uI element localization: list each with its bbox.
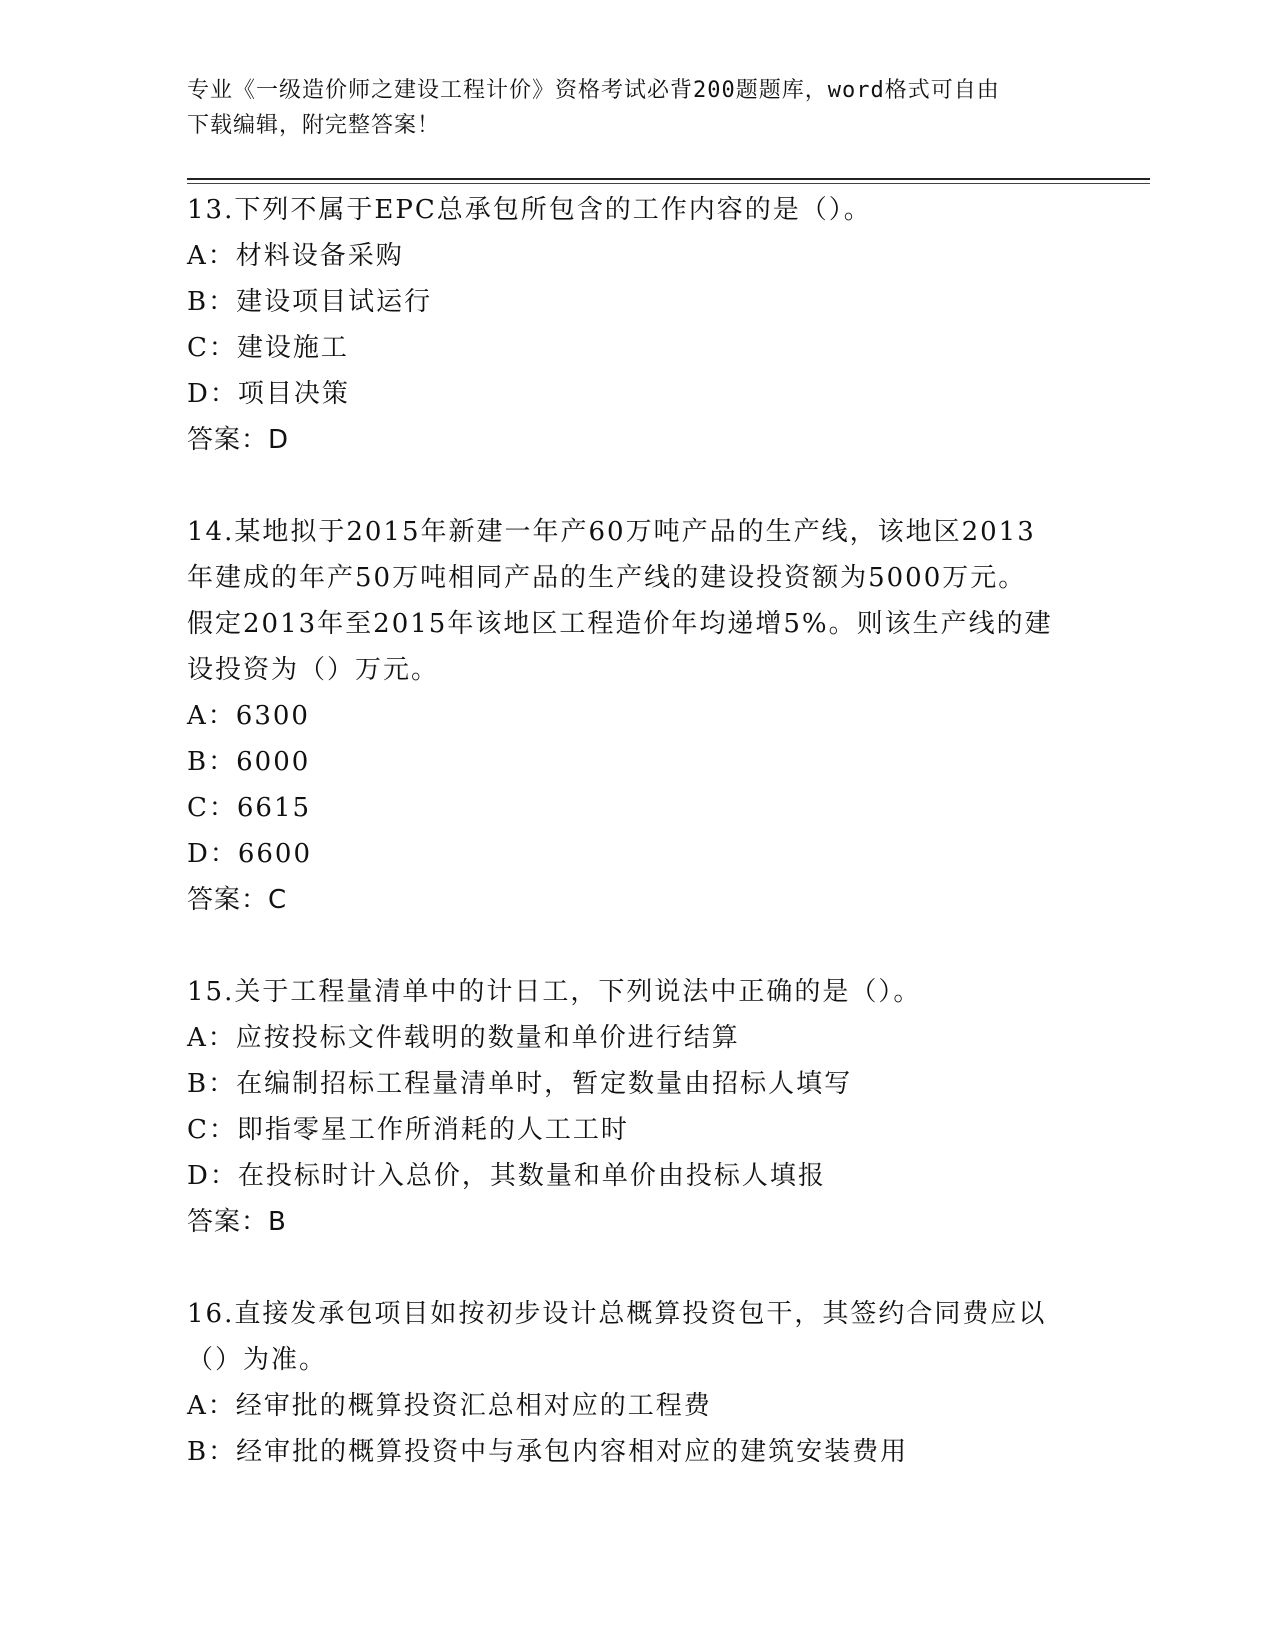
- option-a: A：6300: [187, 701, 310, 731]
- option-c: C：建设施工: [187, 333, 349, 363]
- header-divider-thick: [187, 178, 1150, 180]
- option-d: D：项目决策: [187, 379, 350, 409]
- option-a: A：经审批的概算投资汇总相对应的工程费: [187, 1391, 712, 1421]
- option-b: B：在编制招标工程量清单时，暂定数量由招标人填写: [187, 1069, 853, 1099]
- answer: 答案：B: [187, 1207, 287, 1237]
- question-stem: 年建成的年产50万吨相同产品的生产线的建设投资额为5000万元。: [187, 563, 1027, 593]
- question-16: [187, 1291, 1087, 1475]
- option-b: B：经审批的概算投资中与承包内容相对应的建筑安装费用: [187, 1437, 909, 1467]
- question-stem: 假定2013年至2015年该地区工程造价年均递增5%。则该生产线的建: [187, 609, 1053, 639]
- question-spacer: [187, 463, 1087, 509]
- question-spacer: [187, 923, 1087, 969]
- question-15: [187, 969, 1087, 1245]
- header-divider-thin: [187, 183, 1150, 184]
- question-13: [187, 187, 1087, 463]
- question-stem: 14.某地拟于2015年新建一年产60万吨产品的生产线，该地区2013: [187, 517, 1036, 547]
- question-spacer: [187, 1245, 1087, 1291]
- option-d: D：在投标时计入总价，其数量和单价由投标人填报: [187, 1161, 826, 1191]
- question-list: [187, 187, 1087, 1475]
- document-header: [187, 73, 1067, 143]
- header-line-1: 专业《一级造价师之建设工程计价》资格考试必背200题题库，word格式可自由: [187, 78, 1000, 103]
- question-stem: （）为准。: [187, 1345, 328, 1375]
- question-stem: 13.下列不属于EPC总承包所包含的工作内容的是（）。: [187, 195, 872, 225]
- header-line-2: 下载编辑，附完整答案！: [187, 113, 441, 138]
- option-b: B：6000: [187, 747, 311, 777]
- question-stem: 16.直接发承包项目如按初步设计总概算投资包干，其签约合同费应以: [187, 1299, 1047, 1329]
- option-a: A：材料设备采购: [187, 241, 404, 271]
- question-stem: 设投资为（）万元。: [187, 655, 440, 685]
- option-b: B：建设项目试运行: [187, 287, 433, 317]
- option-c: C：6615: [187, 793, 312, 823]
- question-stem: 15.关于工程量清单中的计日工，下列说法中正确的是（）。: [187, 977, 922, 1007]
- option-c: C：即指零星工作所消耗的人工工时: [187, 1115, 629, 1145]
- answer: 答案：D: [187, 425, 290, 455]
- question-14: [187, 509, 1087, 923]
- option-a: A：应按投标文件载明的数量和单价进行结算: [187, 1023, 740, 1053]
- answer: 答案：C: [187, 885, 288, 915]
- option-d: D：6600: [187, 839, 313, 869]
